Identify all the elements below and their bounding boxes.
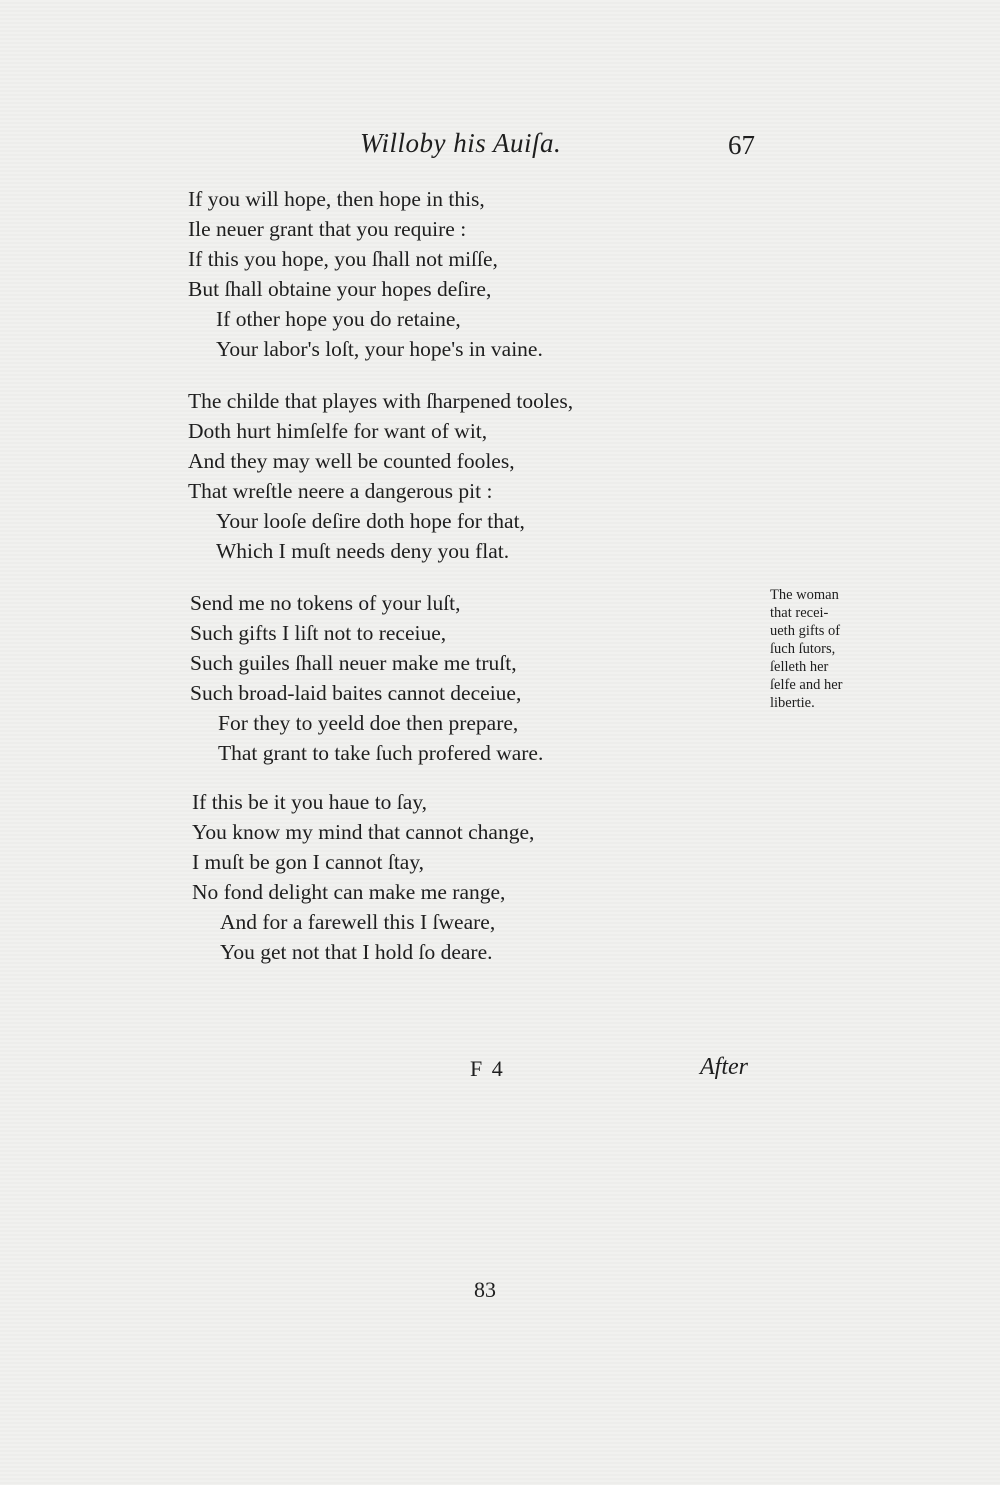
stanza-4 (192, 787, 534, 967)
verse-line: You get not that I hold ſo deare. (220, 940, 493, 964)
page-number: 67 (728, 130, 755, 160)
verse-line: You know my mind that cannot change, (192, 820, 535, 844)
margin-note-line: libertie. (770, 695, 815, 711)
stanza-2 (188, 386, 573, 566)
catchword: After (700, 1054, 748, 1080)
verse-line: If you will hope, then hope in this, (188, 187, 485, 211)
verse-line: No fond delight can make me range, (192, 880, 506, 904)
verse-line: Ile neuer grant that you require : (188, 217, 467, 241)
margin-note-line: The woman (770, 587, 839, 603)
verse-line: If this be it you haue to ſay, (192, 790, 428, 814)
margin-note-line: ſelleth her (770, 659, 829, 675)
verse-line: The childe that playes with ſharpened tooles, (188, 389, 574, 413)
stanza-3 (190, 588, 543, 768)
margin-note-line: ſelfe and her (770, 677, 843, 693)
verse-line: That wreſtle neere a dangerous pit : (188, 479, 493, 503)
verse-line: If other hope you do retaine, (216, 307, 461, 331)
verse-line: Such guiles ſhall neuer make me truſt, (190, 651, 517, 675)
margin-note-line: ſuch ſutors, (770, 641, 836, 657)
folio-number: 83 (474, 1277, 496, 1302)
verse-line: Such broad-laid baites cannot deceiue, (190, 681, 522, 705)
signature-mark: F 4 (470, 1056, 505, 1081)
verse-line: Your looſe deſire doth hope for that, (216, 509, 525, 533)
verse-line: Which I muſt needs deny you flat. (216, 539, 510, 563)
verse-line: That grant to take ſuch profered ware. (218, 741, 544, 765)
verse-line: And for a farewell this I ſweare, (220, 910, 496, 934)
running-title: Willoby his Auiſa. (360, 128, 562, 158)
verse-line: If this you hope, you ſhall not miſſe, (188, 247, 498, 271)
margin-note-line: ueth gifts of (770, 623, 841, 639)
verse-line: And they may well be counted fooles, (188, 449, 515, 473)
margin-note-line: that recei- (770, 605, 829, 621)
verse-line: But ſhall obtaine your hopes deſire, (188, 277, 492, 301)
verse-line: Send me no tokens of your luſt, (190, 591, 461, 615)
stanza-1 (188, 184, 543, 364)
margin-note (770, 586, 900, 712)
verse-line: Doth hurt himſelfe for want of wit, (188, 419, 488, 443)
verse-line: Your labor's loſt, your hope's in vaine. (216, 337, 543, 361)
verse-line: I muſt be gon I cannot ſtay, (192, 850, 425, 874)
verse-line: For they to yeeld doe then prepare, (218, 711, 519, 735)
verse-line: Such gifts I liſt not to receiue, (190, 621, 447, 645)
